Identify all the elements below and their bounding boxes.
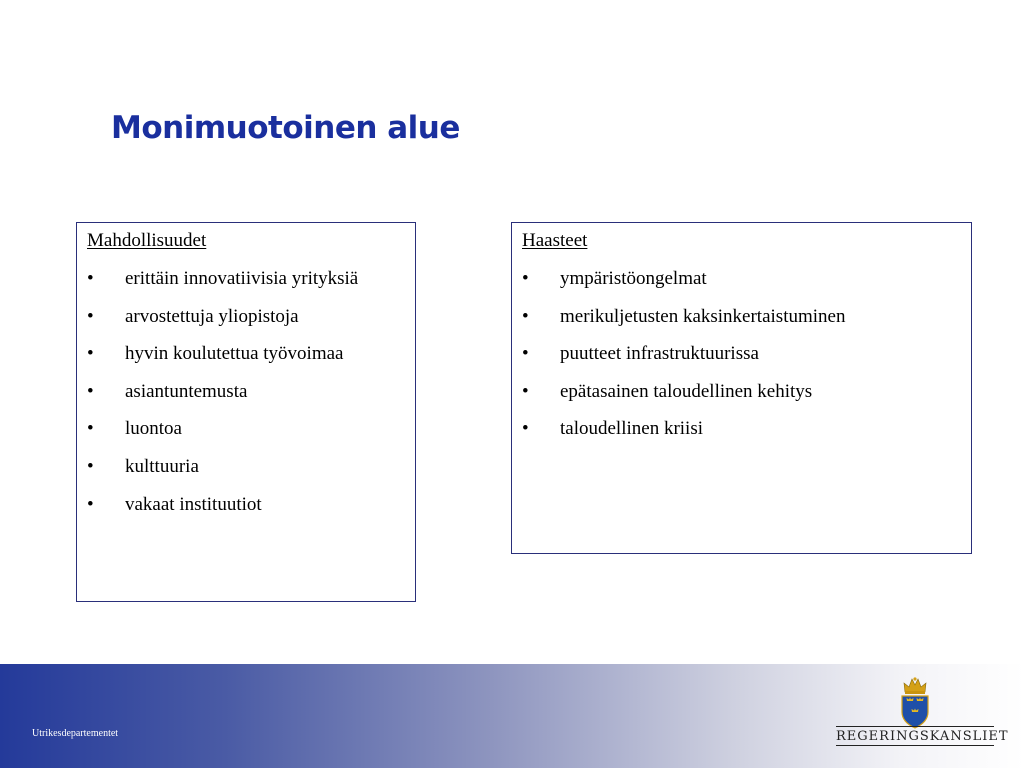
challenges-box xyxy=(511,222,972,554)
list-item-text: vakaat instituutiot xyxy=(125,493,262,515)
bullet-icon: • xyxy=(522,418,529,440)
opportunities-box xyxy=(76,222,416,602)
bullet-icon: • xyxy=(87,268,94,289)
bullet-icon: • xyxy=(87,493,94,515)
crown-shield-icon xyxy=(899,676,931,730)
list-item-text: kulttuuria xyxy=(125,455,199,477)
challenges-heading: Haasteet xyxy=(522,230,588,251)
bullet-icon: • xyxy=(522,305,529,327)
regeringskansliet-logo xyxy=(836,676,1009,748)
opportunities-heading: Mahdollisuudet xyxy=(87,230,207,251)
bullet-icon: • xyxy=(87,418,94,440)
bullet-icon: • xyxy=(522,343,529,365)
bullet-icon: • xyxy=(87,305,94,327)
list-item-text: merikuljetusten kaksinkertaistuminen xyxy=(560,305,846,327)
department-label: Utrikesdepartementet xyxy=(32,728,119,739)
logo-wordmark: REGERINGSKANSLIET xyxy=(836,729,1009,744)
bullet-icon: • xyxy=(522,268,529,289)
list-item-text: taloudellinen kriisi xyxy=(560,418,704,440)
list-item-text: ympäristöongelmat xyxy=(560,268,707,289)
bullet-icon: • xyxy=(87,380,94,402)
bullet-icon: • xyxy=(522,380,529,402)
list-item-text: hyvin koulutettua työvoimaa xyxy=(125,343,344,365)
bullet-icon: • xyxy=(87,343,94,365)
list-item-text: asiantuntemusta xyxy=(125,380,248,402)
list-item-text: luontoa xyxy=(125,418,182,440)
list-item-text: epätasainen taloudellinen kehitys xyxy=(560,380,813,402)
slide-title: Monimuotoinen alue xyxy=(111,110,460,146)
logo-divider xyxy=(836,726,994,727)
logo-divider xyxy=(836,745,994,746)
list-item-text: arvostettuja yliopistoja xyxy=(125,305,299,327)
bullet-icon: • xyxy=(87,455,94,477)
list-item-text: erittäin innovatiivisia yrityksiä xyxy=(125,268,359,289)
list-item-text: puutteet infrastruktuurissa xyxy=(560,343,759,365)
